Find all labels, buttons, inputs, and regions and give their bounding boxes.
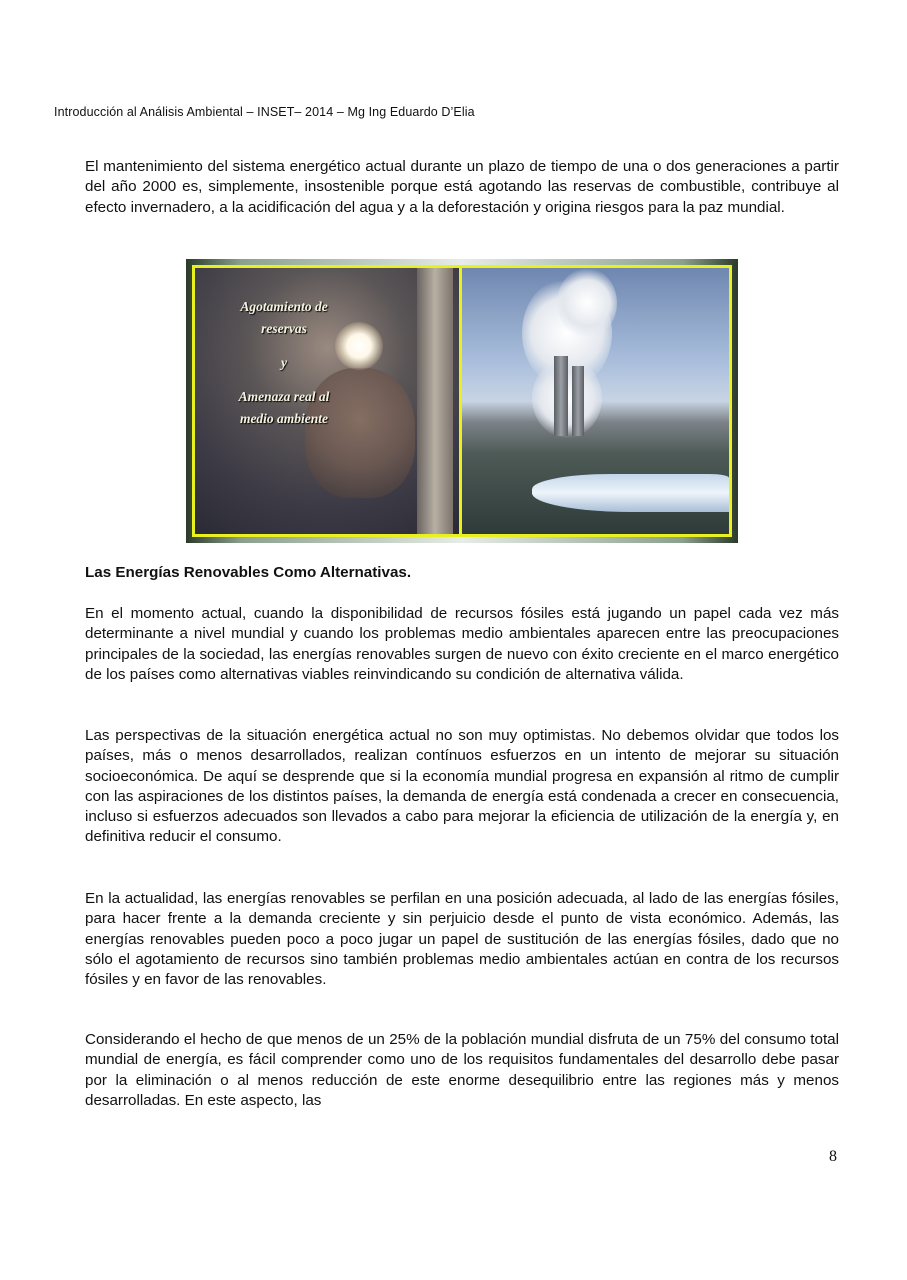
mine-post-shape — [417, 268, 453, 534]
caption-line-2: reservas — [261, 321, 307, 336]
cooling-tower-shape — [554, 356, 568, 436]
caption-line-4: Amenaza real al — [238, 389, 330, 404]
figure-frame — [192, 265, 732, 537]
power-plant-photo-panel — [462, 268, 729, 534]
cooling-tower-shape — [572, 366, 584, 436]
paragraph-intro: El mantenimiento del sistema energético actual durante un plazo de tiempo de una o dos generaciones a partir del año 2000 es, simplemente, insostenible porque está agotando las reservas de combustible, contribuye al efecto invernadero, a la acidificación del agua y a la deforestación y origina riesgos para la paz mundial. — [85, 158, 839, 216]
running-header: Introducción al Análisis Ambiental – INSET– 2014 – Mg Ing Eduardo D’Elia — [54, 105, 475, 119]
paragraph: En el momento actual, cuando la disponibilidad de recursos fósiles está jugando un papel cada vez más determinante a nivel mundial y cuando los problemas medio ambientales aparecen entre las preocupaciones principales de la sociedad, las energías renovables surgen de nuevo con éxito creciente en el marco energético de los países como alternativas viables reinvindicando su condición de alternativa válida. — [85, 605, 839, 683]
smoke-plume-shape — [557, 268, 617, 338]
paragraph: Considerando el hecho de que menos de un 25% de la población mundial disfruta de un 75% del consumo total mundial de energía, es fácil comprender como uno de los requisitos fundamentales del desarrollo debe pasar por la eliminación o al menos reducción de este enorme desequilibrio entre las regiones más y menos desarrolladas. En este aspecto, las — [85, 1031, 839, 1109]
caption-line-1: Agotamiento de — [240, 299, 328, 314]
caption-line-3: y — [281, 355, 287, 370]
figure-energy-illustration — [186, 259, 738, 543]
section-title: Las Energías Renovables Como Alternativas. — [85, 564, 412, 581]
paragraph: Las perspectivas de la situación energética actual no son muy optimistas. No debemos olvidar que todos los países, más o menos desarrollados, realizan contínuos esfuerzos en un intento de mejorar su situación socioeconómica. De aquí se desprende que si la economía mundial progresa en expansión al ritmo de cumplir con las aspiraciones de los distintos países, la demanda de energía está condenada a crecer en consecuencia, incluso si esfuerzos adecuados son llevados a cabo para mejorar la eficiencia de utilización de la energía y, en definitiva reducir el consumo. — [85, 727, 839, 846]
page-number: 8 — [829, 1148, 837, 1165]
paragraph: En la actualidad, las energías renovables se perfilan en una posición adecuada, al lado de las energías fósiles, para hacer frente a la demanda creciente y sin perjuicio desde el punto de vista económico. Además, las energías renovables pueden poco a poco jugar un papel de sustitución de las energías fósiles, dado que no sólo el agotamiento de recursos sino también problemas medio ambientales actúan en contra de los recursos fósiles y en favor de las renovables. — [85, 890, 839, 989]
lake-shape — [532, 474, 729, 512]
miner-photo-panel — [195, 268, 462, 534]
caption-line-5: medio ambiente — [239, 411, 329, 426]
figure-caption-overlay — [209, 296, 359, 430]
